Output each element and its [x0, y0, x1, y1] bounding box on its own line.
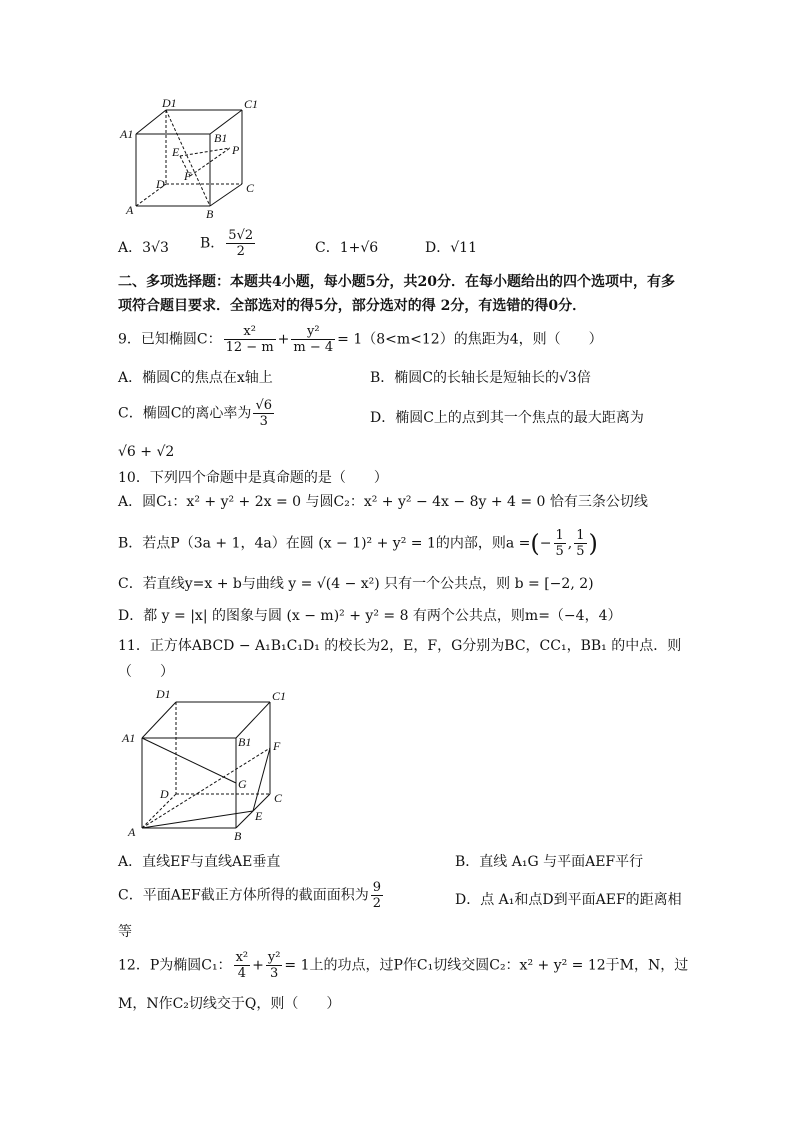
label-G: G	[238, 777, 247, 791]
label-C: C	[274, 791, 283, 805]
q12-stem: 12．P为椭圆C₁： $\frac{\text{x²}}{4}$ + $\frac{\text{y²}}{3}$ = 1上的功点，过P作C₁切线交圆C₂：x² + y² = 12于M，N，过	[118, 950, 689, 981]
label-F: F	[273, 739, 281, 753]
q9-stem: 9．已知椭圆C： $\frac{\text{x²}}{12 - m}$ + $\frac{\text{y²}}{m - 4}$ = 1（8<m<12）的焦距为4，则（ ）	[118, 324, 603, 355]
q11-option-c: C．平面AEF截正方体所得的截面面积为 $\frac{9}{2}$	[118, 880, 382, 911]
q11-stem: 11．正方体ABCD − A₁B₁C₁D₁ 的校长为2，E，F，G分别为BC，CC₁，BB₁ 的中点．则	[118, 638, 682, 654]
q9-option-a: A．椭圆C的焦点在x轴上	[118, 370, 273, 386]
label-B: B	[234, 829, 242, 843]
q8-option-d: D．√11	[425, 240, 477, 256]
label-F: F	[184, 169, 192, 183]
q9-option-b: B．椭圆C的长轴长是短轴长的√3倍	[370, 370, 591, 386]
q10-option-c: C．若直线y=x + b与曲线 y = √(4 − x²) 只有一个公共点，则 b = [−2, 2)	[118, 576, 594, 592]
q10-stem: 10．下列四个命题中是真命题的是（ ）	[118, 470, 388, 486]
label-B: B	[206, 207, 214, 221]
q11-option-d: D．点 A₁和点D到平面AEF的距离相	[455, 892, 682, 908]
q8-option-a: A．3√3	[118, 240, 169, 256]
label-B1: B1	[214, 131, 228, 145]
cube-figure-2	[118, 684, 298, 844]
label-A1: A1	[122, 731, 136, 745]
q9-option-d: D．椭圆C上的点到其一个焦点的最大距离为	[370, 410, 644, 426]
label-E: E	[172, 145, 180, 159]
q9-option-c: C．椭圆C的离心率为 $\frac{√6}{3}$	[118, 398, 272, 429]
q11-option-a: A．直线EF与直线AE垂直	[118, 854, 281, 870]
q8-option-b: B． $\frac{5√2}{2}$	[200, 228, 254, 259]
label-D1: D1	[162, 96, 177, 110]
q10-option-b: B．若点P（3a + 1，4a）在圆 (x − 1)² + y² = 1的内部，则a =(− $\frac{1}{5}$ , $\frac{1}{5}$ )	[118, 528, 598, 559]
label-A1: A1	[120, 127, 134, 141]
label-D1: D1	[156, 687, 171, 701]
section2-line1: 二、多项选择题：本题共4小题，每小题5分，共20分．在每小题给出的四个选项中，有多	[118, 274, 675, 290]
q11-option-b: B．直线 A₁G 与平面AEF平行	[455, 854, 644, 870]
label-P: P	[232, 143, 240, 157]
label-C: C	[246, 181, 255, 195]
label-C1: C1	[244, 97, 259, 111]
label-A: A	[128, 825, 136, 839]
label-C1: C1	[272, 689, 287, 703]
q9-option-d-cont: √6 + √2	[118, 444, 175, 460]
cube-figure-1	[118, 96, 268, 226]
label-E: E	[255, 809, 263, 823]
q12-stem-line2: M，N作C₂切线交于Q，则（ ）	[118, 996, 341, 1012]
q10-option-a: A．圆C₁：x² + y² + 2x = 0 与圆C₂：x² + y² − 4x − 8y + 4 = 0 恰有三条公切线	[118, 494, 648, 510]
q11-paren: （ ）	[118, 664, 174, 680]
label-A: A	[126, 203, 134, 217]
section2-line2: 项符合题目要求．全部选对的得5分，部分选对的得 2分，有选错的得0分．	[118, 298, 587, 314]
q11-option-d-cont: 等	[118, 924, 132, 940]
label-B1: B1	[238, 735, 252, 749]
q8-option-c: C．1+√6	[315, 240, 379, 256]
q10-option-d: D．都 y = |x| 的图象与圆 (x − m)² + y² = 8 有两个公共点，则m=（−4，4）	[118, 608, 622, 624]
label-D: D	[156, 177, 165, 191]
label-D: D	[160, 787, 169, 801]
